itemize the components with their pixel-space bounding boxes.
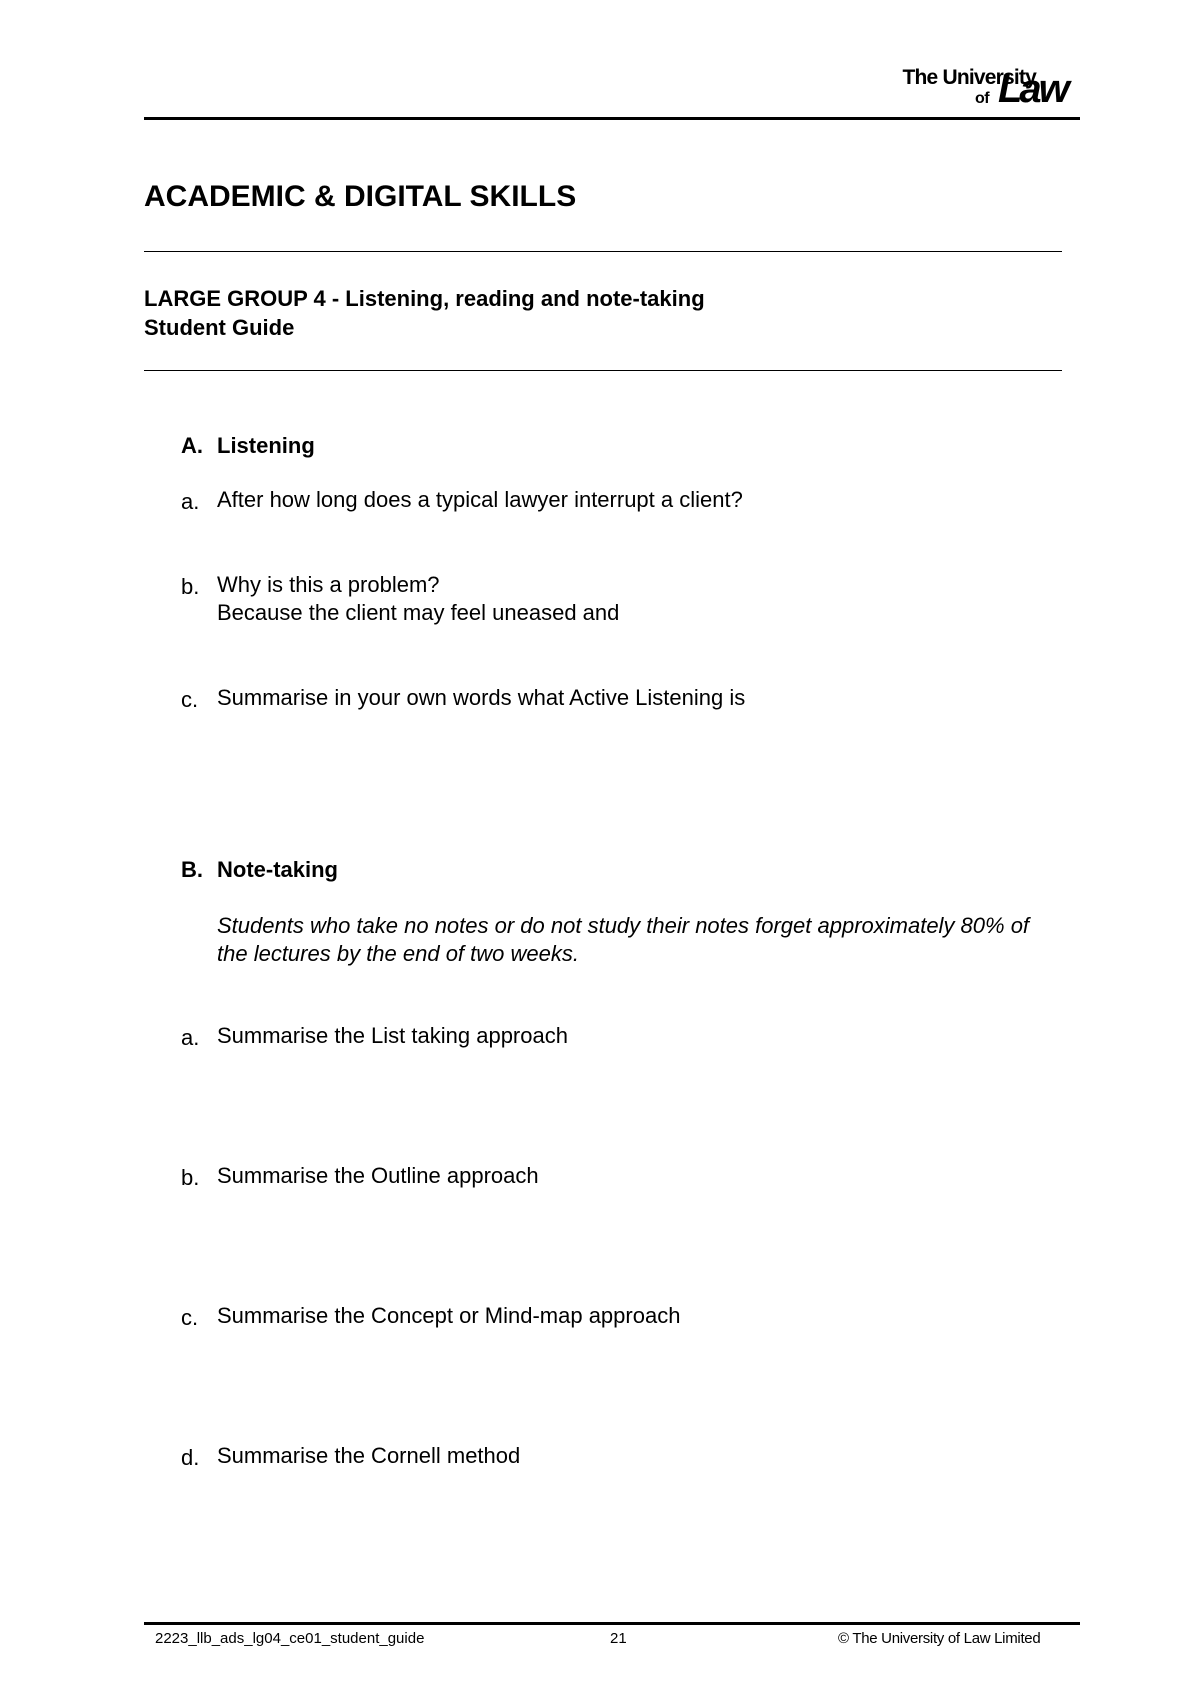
- section-b-heading: [181, 857, 338, 883]
- section-b-item-c-text: Summarise the Concept or Mind-map approach: [217, 1303, 681, 1328]
- logo-of: of: [975, 90, 990, 107]
- subtitle-divider: [144, 370, 1062, 371]
- section-b-item-c-letter: c.: [181, 1305, 199, 1330]
- section-a-item-a-letter: a.: [181, 489, 200, 514]
- section-b-quote: Students who take no notes or do not study their notes forget approximately 80% of the lectures by the end of two weeks.: [217, 913, 1030, 966]
- section-b-title: Note-taking: [217, 857, 338, 882]
- section-a-item-a-text: After how long does a typical lawyer interrupt a client?: [217, 487, 743, 512]
- footer-file-code: 2223_llb_ads_lg04_ce01_student_guide: [155, 1630, 425, 1647]
- section-a-item-c-text: Summarise in your own words what Active Listening is: [217, 685, 746, 710]
- section-b-item-a-letter: a.: [181, 1025, 200, 1050]
- logo-law: Law: [998, 67, 1067, 111]
- section-a-item-b-letter: b.: [181, 574, 200, 599]
- section-b-item-d-text: Summarise the Cornell method: [217, 1443, 521, 1468]
- subtitle-line-2: Student Guide: [144, 315, 295, 340]
- logo-line-1: The University: [902, 66, 1036, 89]
- section-a-heading: [181, 433, 315, 459]
- university-of-law-logo: [862, 62, 1072, 112]
- section-a-item-c-letter: c.: [181, 687, 199, 712]
- section-b-letter: B.: [181, 857, 203, 882]
- section-a-letter: A.: [181, 433, 203, 458]
- section-b-item-b-text: Summarise the Outline approach: [217, 1163, 539, 1188]
- section-b-item-a-text: Summarise the List taking approach: [217, 1023, 568, 1048]
- footer-page-number: 21: [610, 1630, 627, 1647]
- header-rule: [144, 117, 1080, 120]
- footer-rule: [144, 1622, 1080, 1625]
- footer-copyright: © The University of Law Limited: [838, 1630, 1041, 1647]
- document-subtitle: [144, 284, 705, 342]
- subtitle-line-1: LARGE GROUP 4 - Listening, reading and note-taking: [144, 286, 705, 311]
- section-b-item-d-letter: d.: [181, 1445, 200, 1470]
- section-a-title: Listening: [217, 433, 315, 458]
- title-divider: [144, 251, 1062, 252]
- section-b-item-b-letter: b.: [181, 1165, 200, 1190]
- section-a-item-b-answer: Because the client may feel uneased and: [217, 600, 620, 625]
- document-title: ACADEMIC & DIGITAL SKILLS: [144, 180, 577, 213]
- section-a-item-b-text: Why is this a problem?: [217, 572, 440, 597]
